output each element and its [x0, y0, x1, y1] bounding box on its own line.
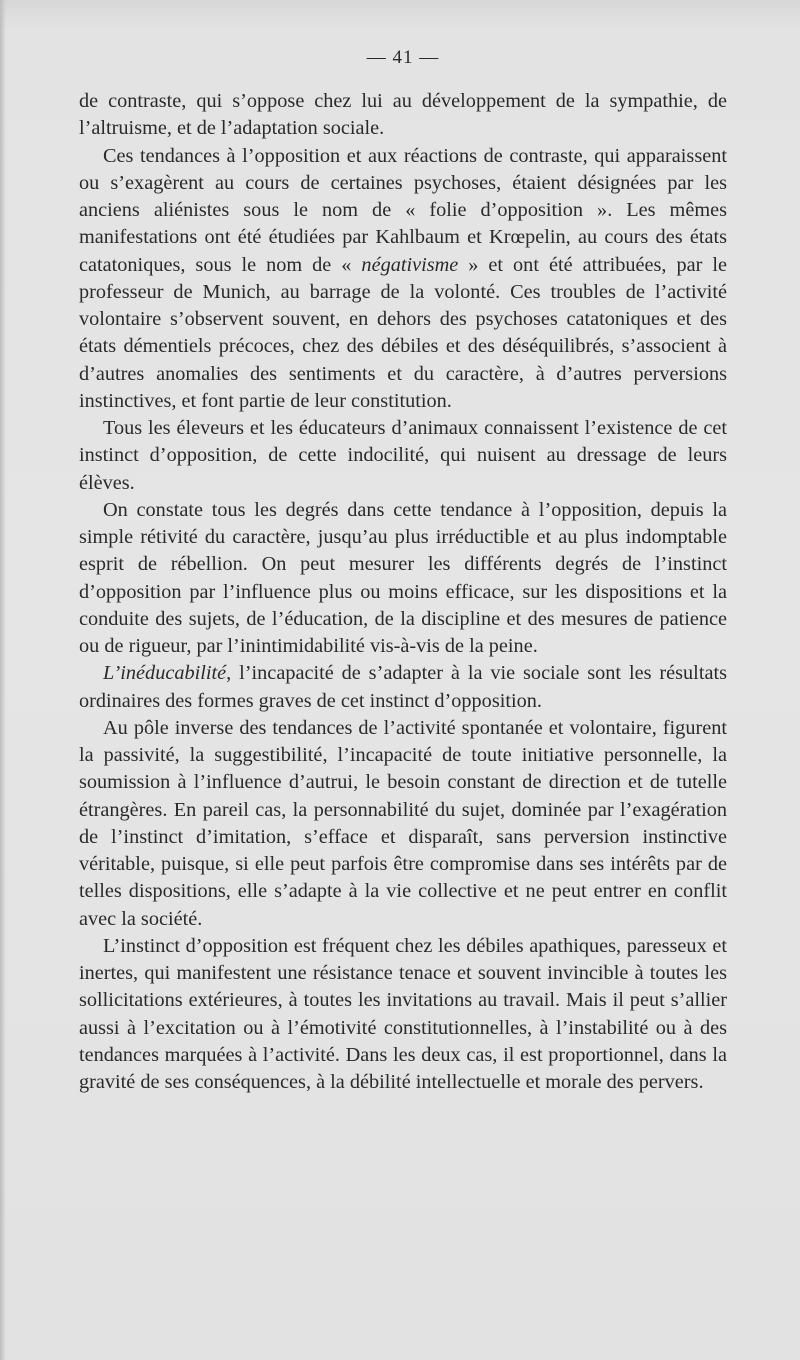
paragraph-pole-inverse: Au pôle inverse des tendances de l’activité spontanée et volontaire, figurent la passivité, la suggestibilité, l’incapacité de toute initiative personnelle, la soumission à l’influence d’autrui, le besoin constant de direction et de tutelle étrangères. En pareil cas, la personnabilité du sujet, dominée par l’exagération de l’instinct d’imitation, s’efface et disparaît, sans perversion instinctive véritable, puisque, si elle peut parfois être compromise dans ses intérêts par de telles dispositions, elle s’adapte à la vie collective et ne peut entrer en conflit avec la société. — [79, 716, 727, 930]
paragraph-instinct-opposition: L’instinct d’opposition est fréquent chez les débiles apathiques, paresseux et inertes, qui manifestent une résistance tenace et souvent invincible à toutes les sollicitations extérieures, à toutes les invitations au travail. Mais il peut s’allier aussi à l’excitation ou à l’émotivité constitutionnelles, à l’instabilité ou à des tendances marquées à l’activité. Dans les deux cas, il est proportionnel, dans la gravité de ses conséquences, à la débilité intellectuelle et morale des pervers. — [79, 934, 727, 1093]
text-segment: Ces tendances à l’opposition et aux réactions de contraste, qui apparaissent ou s’exagèrent au cours de certaines psychoses, étaient désignées par les anciens aliénistes sous le nom de « folie d’opposition ». Les mêmes manifestations ont été étudiées par Kahlbaum et Krœpelin, au cours des états catatoniques, sous le nom de « — [79, 144, 727, 276]
paragraph-eleveurs: Tous les éleveurs et les éducateurs d’animaux connaissent l’existence de cet instinct d’opposition, de cette indocilité, qui nuisent au dressage de leurs élèves. — [79, 417, 727, 494]
body-text — [79, 88, 727, 1096]
text-segment: , l’incapacité de s’adapter à la vie sociale sont les résultats ordinaires des formes graves de cet instinct d’opposition. — [79, 662, 727, 712]
paragraph-negativisme — [79, 143, 727, 416]
text-segment: » et ont été attribuées, par le professeur de Munich, au barrage de la volonté. Ces troubles de l’activité volontaire s’observent souvent, en dehors des psychoses catatoniques et des états démentiels précoces, chez des débiles et des déséquilibrés, s’associent à d’autres anomalies des sentiments et du caractère, à d’autres perversions instinctives, et font partie de leur constitution. — [79, 253, 727, 412]
paragraph-ineducabilite — [79, 660, 727, 715]
page-number: — 41 — — [366, 47, 440, 68]
paragraph-degres: On constate tous les degrés dans cette tendance à l’opposition, depuis la simple rétivité du caractère, jusqu’au plus irréductible et au plus indomptable esprit de rébellion. On peut mesurer les différents degrés de l’instinct d’opposition par l’influence plus ou moins efficace, sur les dispositions et la conduite des sujets, de l’éducation, de la discipline et des mesures de patience ou de rigueur, par l’inintimidabilité vis-à-vis de la peine. — [79, 498, 727, 657]
paragraph-continuation: de contraste, qui s’oppose chez lui au développement de la sympathie, de l’altruisme, et de l’adaptation sociale. — [79, 90, 727, 140]
italic-term-negativisme: négativisme — [361, 253, 459, 276]
italic-term-ineducabilite: L’inéducabilité — [103, 662, 227, 685]
